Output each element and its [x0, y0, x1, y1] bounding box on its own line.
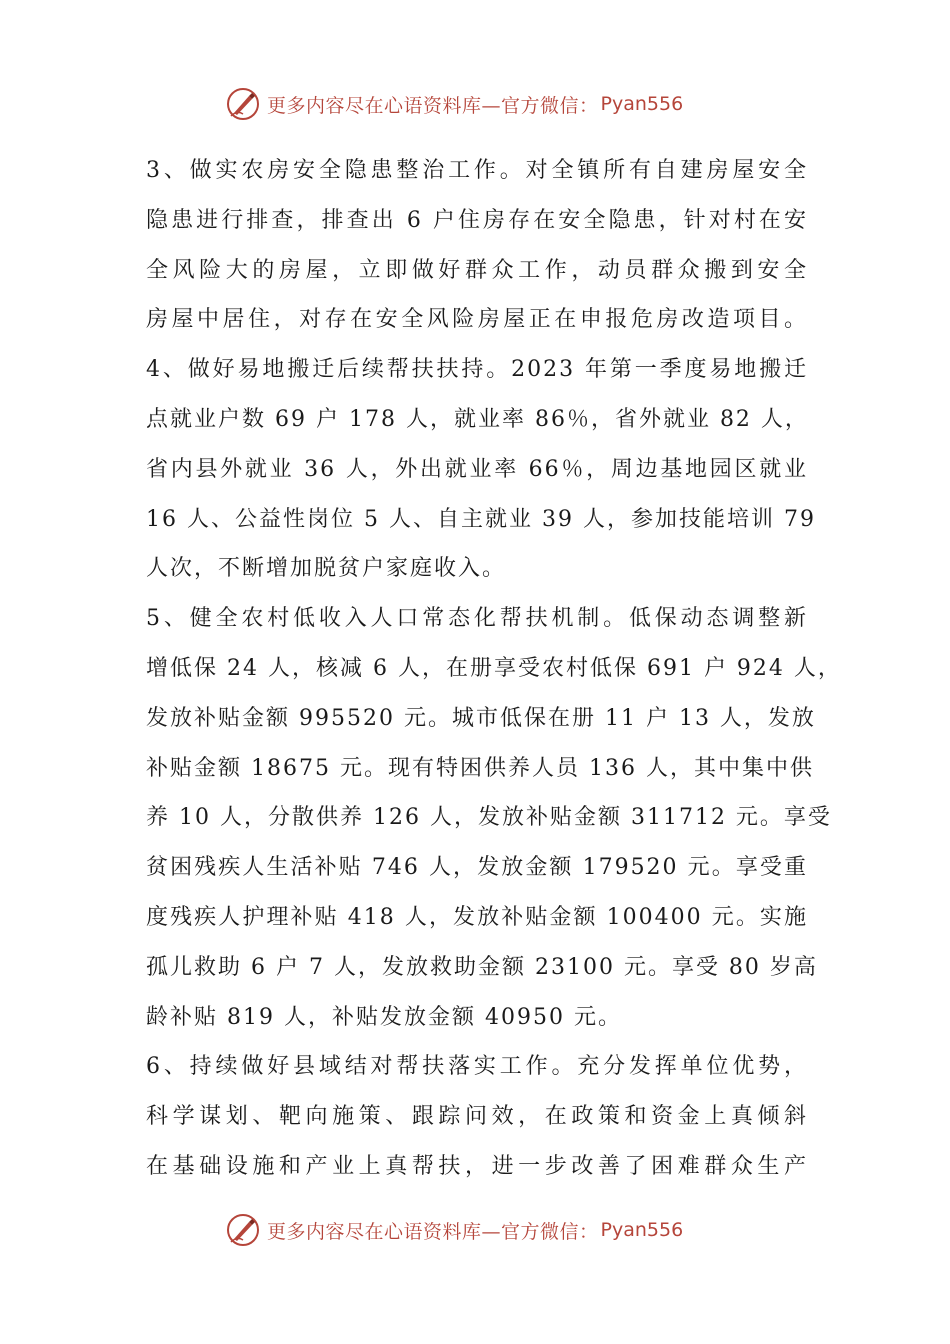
text-line: 6、持续做好县域结对帮扶落实工作。充分发挥单位优势， — [146, 1054, 808, 1080]
watermark-text: 更多内容尽在心语资料库—官方微信： — [267, 94, 599, 117]
text-line: 省内县外就业 36 人，外出就业率 66％，周边基地园区就业 — [146, 456, 808, 482]
text-line: 增低保 24 人，核减 6 人，在册享受农村低保 691 户 924 人， — [146, 655, 842, 681]
text-line: 度残疾人护理补贴 418 人，发放补贴金额 100400 元。实施 — [146, 904, 808, 930]
text-line: 发放补贴金额 995520 元。城市低保在册 11 户 13 人，发放 — [146, 705, 816, 731]
paragraph — [146, 345, 816, 594]
text-line: 人次，不断增加脱贫户家庭收入。 — [146, 556, 507, 582]
text-line: 龄补贴 819 人，补贴发放金额 40950 元。 — [146, 1004, 622, 1030]
watermark-text: 更多内容尽在心语资料库—官方微信： — [267, 1220, 599, 1243]
watermark-contact: Pyan556 — [600, 93, 684, 115]
text-line: 5、健全农村低收入人口常态化帮扶机制。低保动态调整新 — [146, 606, 808, 632]
paragraph — [146, 594, 842, 1042]
text-line: 3、做实农房安全隐患整治工作。对全镇所有自建房屋安全 — [146, 158, 808, 183]
text-line: 养 10 人，分散供养 126 人，发放补贴金额 311712 元。享受 — [146, 805, 832, 831]
pen-circle-logo-icon — [225, 1212, 261, 1248]
text-line: 补贴金额 18675 元。现有特困供养人员 136 人，其中集中供 — [146, 755, 814, 781]
paragraph — [146, 146, 808, 345]
text-line: 隐患进行排查，排查出 6 户住房存在安全隐患，针对村在安 — [146, 207, 808, 233]
text-line: 房屋中居住，对存在安全风险房屋正在申报危房改造项目。 — [146, 307, 808, 333]
text-line: 贫困残疾人生活补贴 746 人，发放金额 179520 元。享受重 — [146, 855, 808, 881]
document-body — [146, 146, 842, 1192]
watermark-contact: Pyan556 — [600, 1219, 684, 1241]
text-line: 全风险大的房屋，立即做好群众工作，动员群众搬到安全 — [146, 257, 808, 283]
text-line: 点就业户数 69 户 178 人，就业率 86％，省外就业 82 人， — [146, 406, 809, 432]
text-line: 16 人、公益性岗位 5 人、自主就业 39 人，参加技能培训 79 — [146, 506, 816, 532]
text-line: 4、做好易地搬迁后续帮扶扶持。2023 年第一季度易地搬迁 — [146, 357, 808, 383]
text-line: 孤儿救助 6 户 7 人，发放救助金额 23100 元。享受 80 岁高 — [146, 954, 818, 980]
header-watermark — [225, 84, 745, 124]
pen-circle-logo-icon — [225, 86, 261, 122]
text-line: 科学谋划、靶向施策、跟踪问效，在政策和资金上真倾斜 — [146, 1104, 808, 1130]
footer-watermark — [225, 1210, 745, 1250]
text-line: 在基础设施和产业上真帮扶，进一步改善了困难群众生产 — [146, 1153, 808, 1179]
paragraph — [146, 1042, 808, 1191]
